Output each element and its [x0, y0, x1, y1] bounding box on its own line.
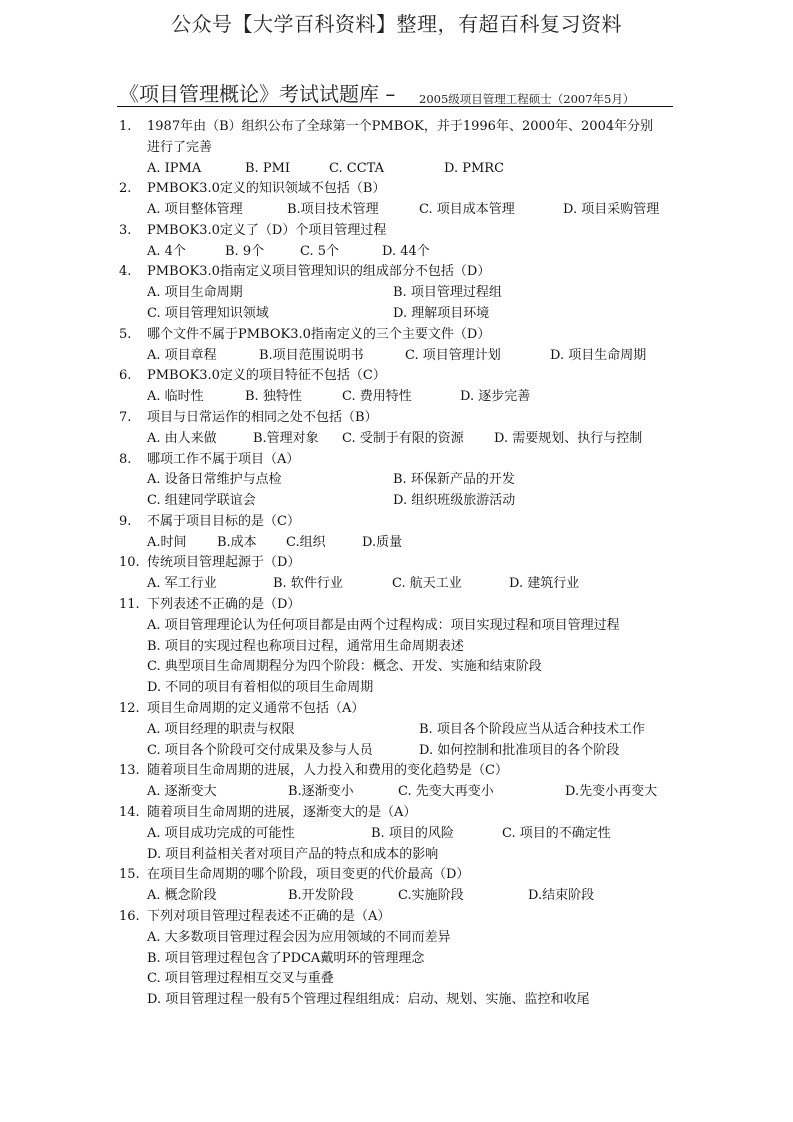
question-number: 2. [119, 181, 132, 196]
question-text: 项目生命周期的定义通常不包括（A） [147, 701, 365, 716]
option-c: C. 项目管理计划 [405, 348, 501, 363]
option-a: A. 项目成功完成的可能性 [147, 826, 295, 841]
option-b: B. 软件行业 [273, 576, 343, 591]
option-a: A. 逐渐变大 [147, 784, 217, 799]
option-b: B. 项目的实现过程也称项目过程，通常用生命周期表述 [147, 639, 464, 654]
option-d: D.先变小再变大 [565, 784, 658, 799]
option-d: D. 项目管理过程一般有5个管理过程组组成：启动、规划、实施、监控和收尾 [147, 992, 590, 1007]
option-a: A. 设备日常维护与点检 [147, 472, 282, 487]
option-a: A. 4个 [147, 244, 186, 259]
question-text: 1987年由（B）组织公布了全球第一个PMBOK，并于1996年、2000年、2004年分别 [147, 119, 654, 134]
title-main: 《项目管理概论》考试试题库 – [119, 82, 396, 106]
header-banner: 公众号【大学百科资料】整理，有超百科复习资料 [171, 12, 622, 36]
question-text: PMBOK3.0定义了（D）个项目管理过程 [147, 223, 387, 238]
option-a: A. 项目经理的职责与权限 [147, 722, 295, 737]
question-number: 1. [119, 119, 132, 134]
question-number: 9. [119, 514, 132, 529]
question-number: 3. [119, 223, 132, 238]
option-d: D. 理解项目环境 [393, 306, 490, 321]
question-text: 下列表述不正确的是（D） [147, 597, 301, 612]
option-a: A. 项目管理理论认为任何项目都是由两个过程构成：项目实现过程和项目管理过程 [147, 618, 620, 633]
option-a: A. 概念阶段 [147, 888, 217, 903]
question-text: 哪个文件不属于PMBOK3.0指南定义的三个主要文件（D） [147, 327, 491, 342]
question-number: 8. [119, 452, 132, 467]
option-b: B. 独特性 [245, 389, 302, 404]
option-b: B. 项目的风险 [371, 826, 454, 841]
option-b: B.成本 [217, 535, 257, 550]
option-b: B.项目技术管理 [287, 202, 379, 217]
option-a: A. 项目生命周期 [147, 285, 243, 300]
option-d: D. 项目生命周期 [550, 348, 647, 363]
option-d: D. 逐步完善 [460, 389, 531, 404]
option-b: B.管理对象 [253, 431, 319, 446]
question-text: 哪项工作不属于项目（A） [147, 452, 300, 467]
option-a: A. 临时性 [147, 389, 204, 404]
option-c: C. 项目的不确定性 [502, 826, 611, 841]
option-d: D. 需要规划、执行与控制 [494, 431, 643, 446]
question-number: 7. [119, 410, 132, 425]
option-b: B. 项目各个阶段应当从适合种技术工作 [419, 722, 645, 737]
option-d: D. 44个 [382, 244, 430, 259]
question-number: 12. [119, 701, 140, 716]
option-d: D.质量 [362, 535, 403, 550]
option-c: C. CCTA [329, 161, 384, 176]
question-number: 16. [119, 909, 140, 924]
option-a: A. 大多数项目管理过程会因为应用领域的不同而差异 [147, 930, 451, 945]
option-c: C. 5个 [300, 244, 340, 259]
option-b: B. 9个 [225, 244, 265, 259]
option-c: C. 先变大再变小 [398, 784, 494, 799]
title-subtitle: 2005级项目管理工程硕士（2007年5月） [419, 92, 635, 106]
option-b: B. 项目管理过程组 [393, 285, 502, 300]
question-text: 下列对项目管理过程表述不正确的是（A） [147, 909, 391, 924]
option-d: D. 项目利益相关者对项目产品的特点和成本的影响 [147, 847, 439, 862]
option-c: C.组织 [286, 535, 326, 550]
question-text: PMBOK3.0定义的项目特征不包括（C） [147, 368, 386, 383]
option-b: B.逐渐变小 [288, 784, 354, 799]
question-text: 随着项目生命周期的进展，逐渐变大的是（A） [147, 805, 417, 820]
question-text: 传统项目管理起源于（D） [147, 555, 301, 570]
question-text: PMBOK3.0指南定义项目管理知识的组成部分不包括（D） [147, 264, 491, 279]
question-number: 5. [119, 327, 132, 342]
option-b: B. 环保新产品的开发 [393, 472, 515, 487]
question-number: 10. [119, 555, 140, 570]
option-a: A. IPMA [147, 161, 202, 176]
question-text: 项目与日常运作的相同之处不包括（B） [147, 410, 378, 425]
option-c: C. 项目管理过程相互交叉与重叠 [147, 971, 334, 986]
option-b: B. PMI [245, 161, 291, 176]
option-c: C. 项目各个阶段可交付成果及参与人员 [147, 743, 373, 758]
option-d: D. 项目采购管理 [563, 202, 660, 217]
option-b: B.开发阶段 [288, 888, 354, 903]
option-a: A.时间 [147, 535, 187, 550]
option-c: C. 费用特性 [342, 389, 412, 404]
question-text-cont: 进行了完善 [147, 140, 213, 155]
document-title [117, 78, 673, 107]
option-d: D. 建筑行业 [509, 576, 580, 591]
option-c: C. 典型项目生命周期程分为四个阶段：概念、开发、实施和结束阶段 [147, 659, 542, 674]
question-number: 14. [119, 805, 140, 820]
question-number: 4. [119, 264, 132, 279]
question-text: 不属于项目目标的是（C） [147, 514, 300, 529]
option-c: C. 项目成本管理 [419, 202, 515, 217]
option-d: D.结束阶段 [528, 888, 595, 903]
option-c: C. 航天工业 [392, 576, 462, 591]
option-c: C. 项目管理知识领域 [147, 306, 269, 321]
question-number: 15. [119, 867, 140, 882]
option-d: D. 不同的项目有着相似的项目生命周期 [147, 680, 374, 695]
option-d: D. 组织班级旅游活动 [393, 493, 516, 508]
question-text: 在项目生命周期的哪个阶段，项目变更的代价最高（D） [147, 867, 470, 882]
option-c: C.实施阶段 [398, 888, 464, 903]
question-number: 11. [119, 597, 140, 612]
option-a: A. 项目章程 [147, 348, 217, 363]
option-c: C. 受制于有限的资源 [342, 431, 464, 446]
option-a: A. 项目整体管理 [147, 202, 243, 217]
question-number: 6. [119, 368, 132, 383]
question-text: 随着项目生命周期的进展，人力投入和费用的变化趋势是（C） [147, 763, 508, 778]
option-d: D. 如何控制和批准项目的各个阶段 [419, 743, 620, 758]
option-a: A. 由人来做 [147, 431, 217, 446]
option-b: B. 项目管理过程包含了PDCA戴明环的管理理念 [147, 951, 425, 966]
question-number: 13. [119, 763, 140, 778]
option-a: A. 军工行业 [147, 576, 217, 591]
option-c: C. 组建同学联谊会 [147, 493, 256, 508]
option-b: B.项目范围说明书 [259, 348, 364, 363]
option-d: D. PMRC [444, 161, 505, 176]
question-text: PMBOK3.0定义的知识领域不包括（B） [147, 181, 386, 196]
